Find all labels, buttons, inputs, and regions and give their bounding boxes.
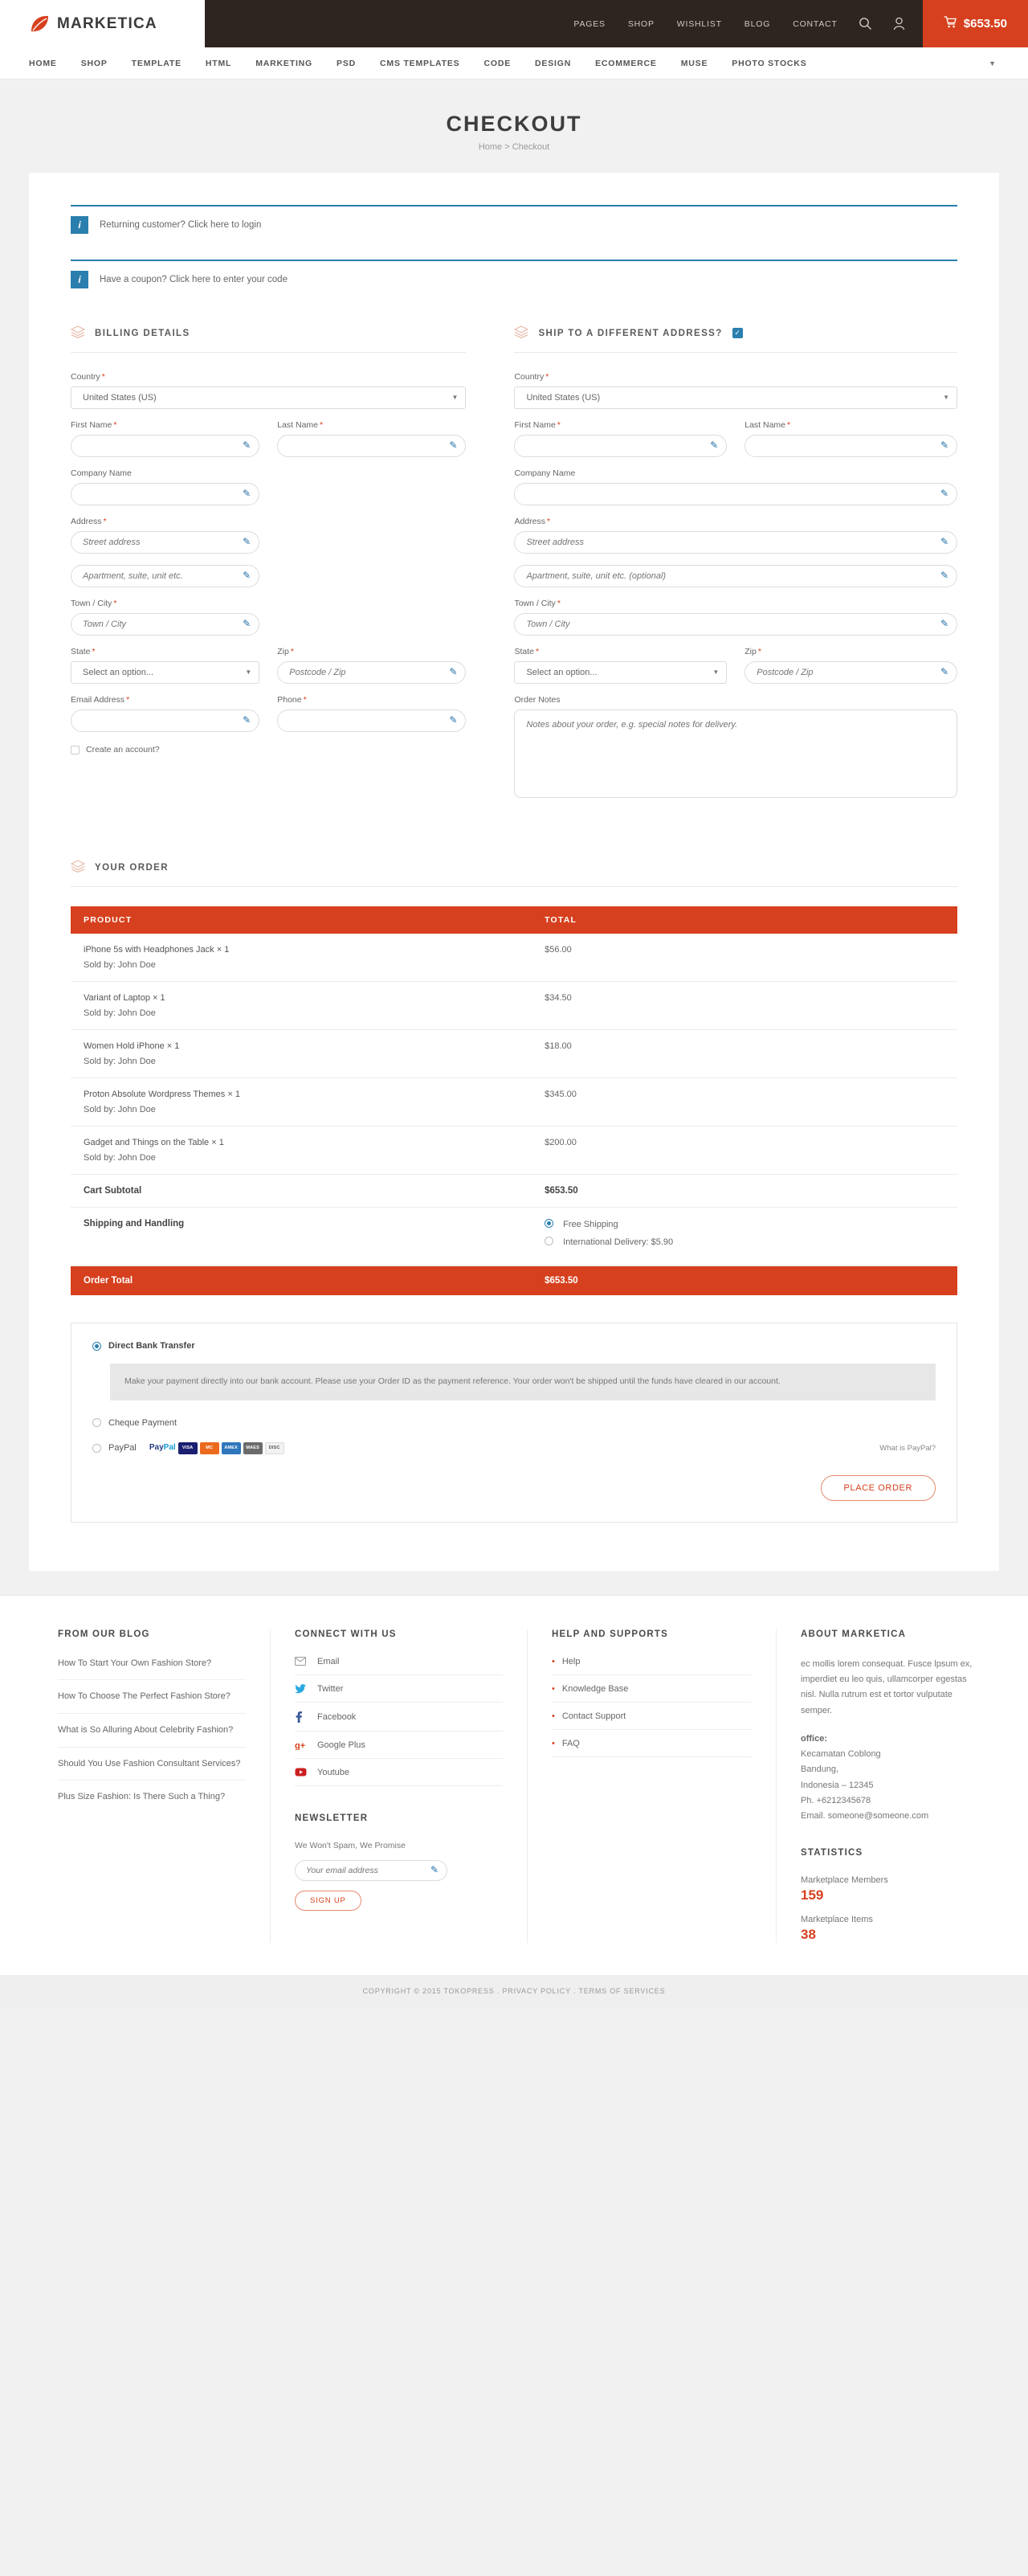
coupon-notice[interactable] (71, 260, 957, 298)
chevron-down-icon: ▼ (245, 669, 252, 676)
chevron-down-icon: ▼ (451, 394, 459, 401)
shipping-address-label: Address * (514, 517, 551, 526)
newsletter-subtitle: We Won't Spam, We Promise (295, 1840, 406, 1850)
login-notice[interactable] (71, 205, 957, 243)
pencil-icon: ✎ (940, 618, 948, 629)
pencil-icon: ✎ (710, 440, 719, 451)
newsletter-signup-button[interactable]: SIGN UP (295, 1891, 361, 1911)
pencil-icon: ✎ (243, 440, 251, 451)
pencil-icon: ✎ (940, 488, 948, 499)
billing-state-select[interactable] (71, 661, 259, 684)
copyright: COPYRIGHT © 2015 TOKOPRESS . PRIVACY POLICY . TERMS OF SERVICES (0, 1975, 1028, 2007)
top-link-blog[interactable]: BLOG (744, 18, 771, 29)
list-item[interactable] (295, 1711, 503, 1732)
product-total: $200.00 (532, 1126, 957, 1175)
cart-icon (944, 16, 957, 31)
info-icon: i (71, 216, 88, 234)
top-nav (205, 0, 923, 47)
payment-paypal-label: PayPal (108, 1443, 137, 1454)
shipping-town-input[interactable] (514, 613, 957, 636)
billing-phone-label: Phone * (277, 695, 307, 705)
top-link-pages[interactable]: PAGES (573, 18, 606, 29)
order-total-row (71, 1266, 957, 1296)
product-total: $56.00 (532, 934, 957, 982)
chevron-down-icon: ▼ (712, 669, 720, 676)
payment-bank-transfer-label: Direct Bank Transfer (108, 1341, 195, 1351)
help-label: FAQ (561, 1738, 580, 1748)
footer-about (776, 1629, 999, 1944)
pencil-icon: ✎ (449, 714, 458, 726)
help-label: Contact Support (561, 1711, 626, 1721)
pencil-icon: ✎ (243, 618, 251, 629)
order-section (71, 860, 957, 1523)
place-order-button[interactable]: PLACE ORDER (821, 1475, 936, 1501)
social-label: Facebook (317, 1711, 357, 1722)
shipping-zip-label: Zip * (744, 647, 761, 656)
shipping-label: Shipping and Handling (71, 1208, 532, 1266)
chevron-down-icon[interactable]: ▼ (989, 59, 996, 67)
billing-state-label: State * (71, 647, 96, 656)
address-columns (71, 325, 957, 812)
bullet-icon: • (552, 1683, 555, 1694)
envelope-icon (295, 1657, 308, 1666)
bullet-icon: • (552, 1738, 555, 1748)
create-account-checkbox[interactable] (71, 746, 80, 754)
paypal-logo-icon: PayPal (149, 1443, 176, 1453)
product-seller: Sold by: John Doe (84, 1057, 156, 1066)
amex-icon: AMEX (222, 1442, 241, 1454)
footer (0, 1595, 1028, 1976)
billing-email-label: Email Address * (71, 695, 130, 705)
bullet-icon: • (552, 1656, 555, 1666)
stat-label-members: Marketplace Members (801, 1875, 888, 1886)
payment-cheque[interactable] (92, 1418, 936, 1428)
nav-muse[interactable]: MUSE (680, 58, 708, 68)
social-label: Twitter (317, 1683, 344, 1694)
login-notice-text: Returning customer? Click here to login (100, 220, 262, 230)
list-item[interactable] (295, 1768, 503, 1786)
radio-paypal[interactable] (92, 1444, 101, 1453)
order-table-header (71, 906, 957, 934)
table-row (71, 1030, 957, 1078)
radio-direct-bank-transfer[interactable] (92, 1342, 101, 1351)
maestro-icon: MAES (243, 1442, 263, 1454)
billing-email-input[interactable] (71, 709, 259, 732)
google-plus-icon (295, 1740, 308, 1750)
product-name: Women Hold iPhone × 1 (84, 1041, 180, 1051)
shipping-state-label: State * (514, 647, 540, 656)
product-total: $345.00 (532, 1078, 957, 1126)
billing-last-name-input[interactable] (277, 435, 466, 457)
subtotal-label: Cart Subtotal (71, 1175, 532, 1208)
help-label: Knowledge Base (561, 1683, 629, 1694)
shipping-first-name-label: First Name * (514, 420, 561, 430)
list-item[interactable] (552, 1657, 752, 1675)
table-row (71, 1078, 957, 1126)
product-seller: Sold by: John Doe (84, 1008, 156, 1018)
breadcrumb: Home > Checkout (478, 142, 550, 152)
search-icon[interactable] (854, 12, 878, 36)
product-name: iPhone 5s with Headphones Jack × 1 (84, 945, 230, 955)
product-total: $18.00 (532, 1030, 957, 1078)
subtotal-row (71, 1175, 957, 1208)
svg-text:g+: g+ (295, 1740, 306, 1750)
page-header (0, 80, 1028, 173)
pencil-icon: ✎ (940, 570, 948, 581)
shipping-heading (514, 325, 957, 353)
list-item[interactable]: How To Choose The Perfect Fashion Store? (58, 1690, 246, 1714)
office-line-1: Kecamatan Coblong (801, 1749, 881, 1760)
subtotal-value: $653.50 (532, 1175, 957, 1208)
billing-country-select[interactable] (71, 386, 466, 409)
brand-name: MARKETICA (57, 14, 157, 32)
list-item[interactable]: How To Start Your Own Fashion Store? (58, 1657, 246, 1681)
pencil-icon: ✎ (430, 1863, 439, 1875)
pencil-icon: ✎ (243, 570, 251, 581)
discover-icon: DISC (265, 1442, 284, 1454)
shipping-option-free-label: Free Shipping (563, 1220, 618, 1229)
list-item[interactable]: Should You Use Fashion Consultant Services? (58, 1757, 246, 1781)
nav-ecommerce[interactable]: ECOMMERCE (595, 58, 657, 68)
what-is-paypal-link[interactable]: What is PayPal? (879, 1443, 936, 1453)
bullet-icon: • (552, 1711, 555, 1721)
shipping-first-name-input[interactable] (514, 435, 727, 457)
stat-value-members: 159 (801, 1887, 824, 1903)
order-total-label: Order Total (71, 1266, 532, 1296)
nav-psd[interactable]: PSD (337, 58, 357, 68)
social-label: Email (317, 1656, 340, 1666)
footer-connect (270, 1629, 527, 1944)
product-total: $34.50 (532, 982, 957, 1030)
create-account-label: Create an account? (86, 745, 160, 754)
payment-bank-transfer[interactable] (92, 1341, 936, 1351)
top-link-shop[interactable]: SHOP (627, 18, 655, 29)
shipping-zip-input[interactable] (744, 661, 957, 684)
shipping-heading-text: SHIP TO A DIFFERENT ADDRESS? (538, 328, 723, 338)
stack-icon (71, 325, 85, 341)
main-nav (0, 47, 1028, 80)
billing-company-input[interactable] (71, 483, 259, 505)
shipping-address1-input[interactable] (514, 531, 957, 554)
statistics-title: STATISTICS (801, 1848, 863, 1858)
list-item[interactable] (552, 1711, 752, 1730)
billing-address2-input[interactable] (71, 565, 259, 587)
table-row (71, 1126, 957, 1175)
order-table (71, 906, 957, 1295)
nav-html[interactable]: HTML (205, 58, 232, 68)
office-line-5: Email. someone@someone.com (801, 1811, 929, 1822)
pencil-icon: ✎ (940, 440, 949, 451)
shipping-last-name-label: Last Name * (744, 420, 791, 430)
mastercard-icon: MC (200, 1442, 219, 1454)
office-line-2: Bandung, (801, 1764, 839, 1775)
shipping-company-input[interactable] (514, 483, 957, 505)
pencil-icon: ✎ (243, 536, 251, 547)
order-heading-text: YOUR ORDER (95, 862, 169, 873)
nav-marketing[interactable]: MARKETING (255, 58, 313, 68)
billing-address1-input[interactable] (71, 531, 259, 554)
footer-blog (29, 1629, 270, 1944)
user-icon[interactable] (887, 12, 912, 36)
nav-code[interactable]: CODE (483, 58, 512, 68)
order-total-value: $653.50 (532, 1266, 957, 1296)
list-item[interactable] (552, 1684, 752, 1703)
twitter-icon (295, 1684, 308, 1694)
payment-cheque-label: Cheque Payment (108, 1417, 177, 1428)
chevron-down-icon: ▼ (943, 394, 949, 401)
social-label: Youtube (317, 1767, 349, 1777)
cart-button[interactable] (923, 0, 1028, 47)
billing-heading-text: BILLING DETAILS (95, 328, 190, 338)
newsletter-email-input[interactable] (295, 1860, 447, 1881)
nav-cms-templates[interactable]: CMS TEMPLATES (380, 58, 460, 68)
billing-phone-input[interactable] (277, 709, 466, 732)
shipping-country-select[interactable] (514, 386, 957, 409)
youtube-icon (295, 1768, 308, 1777)
pencil-icon: ✎ (449, 440, 458, 451)
pencil-icon: ✎ (940, 536, 948, 547)
top-bar (0, 0, 1028, 47)
newsletter-input-wrap (295, 1860, 447, 1881)
billing-last-name-label: Last Name * (277, 420, 324, 430)
nav-photo-stocks[interactable]: PHOTO STOCKS (732, 58, 807, 68)
shipping-option-international[interactable] (545, 1237, 944, 1247)
product-seller: Sold by: John Doe (84, 960, 156, 970)
pencil-icon: ✎ (243, 714, 251, 726)
help-label: Help (561, 1656, 581, 1666)
order-notes-textarea[interactable] (514, 709, 957, 798)
shipping-address2-input[interactable] (514, 565, 957, 587)
payment-bank-description: Make your payment directly into our bank account. Please use your Order ID as the payment reference. Your order won't be shipped until the funds have cleared in our account. (110, 1364, 936, 1400)
radio-free-shipping[interactable] (545, 1219, 553, 1228)
product-seller: Sold by: John Doe (84, 1105, 156, 1114)
order-heading (71, 860, 957, 887)
list-item[interactable] (295, 1740, 503, 1759)
order-notes-label: Order Notes (514, 695, 561, 705)
product-seller: Sold by: John Doe (84, 1153, 156, 1163)
col-total: TOTAL (532, 906, 957, 934)
payment-paypal[interactable] (92, 1442, 936, 1454)
footer-about-title: ABOUT MARKETICA (801, 1629, 907, 1639)
create-account-row[interactable] (71, 745, 466, 754)
footer-help (527, 1629, 776, 1944)
newsletter-title: NEWSLETTER (295, 1813, 369, 1823)
billing-heading (71, 325, 466, 353)
footer-blog-title: FROM OUR BLOG (58, 1629, 150, 1639)
billing-first-name-input[interactable] (71, 435, 259, 457)
billing-zip-input[interactable] (277, 661, 466, 684)
product-name: Gadget and Things on the Table × 1 (84, 1138, 224, 1147)
shipping-company-label: Company Name (514, 468, 576, 478)
facebook-icon (295, 1711, 308, 1723)
ship-different-address-checkbox[interactable]: ✓ (732, 328, 743, 338)
product-name: Proton Absolute Wordpress Themes × 1 (84, 1090, 240, 1099)
product-name: Variant of Laptop × 1 (84, 993, 165, 1003)
shipping-row (71, 1208, 957, 1266)
visa-icon: VISA (178, 1442, 198, 1454)
shipping-state-select[interactable] (514, 661, 727, 684)
shipping-option-free[interactable] (545, 1219, 944, 1229)
nav-home[interactable]: HOME (29, 58, 57, 68)
stat-label-items: Marketplace Items (801, 1915, 873, 1925)
list-item[interactable]: Plus Size Fashion: Is There Such a Thing? (58, 1792, 226, 1802)
billing-town-label: Town / City * (71, 599, 117, 608)
shipping-country-label: Country * (514, 372, 549, 382)
checkout-card (29, 173, 999, 1571)
cart-total: $653.50 (963, 17, 1007, 31)
shipping-last-name-input[interactable] (744, 435, 957, 457)
office-label: office: (801, 1733, 827, 1744)
nav-design[interactable]: DESIGN (535, 58, 572, 68)
office-line-4: Ph. +6212345678 (801, 1795, 871, 1805)
pencil-icon: ✎ (243, 488, 251, 499)
payment-methods (71, 1323, 957, 1523)
social-label: Google Plus (317, 1740, 365, 1750)
place-order-row (92, 1475, 936, 1501)
stat-value-items: 38 (801, 1927, 816, 1943)
shipping-column (514, 325, 957, 812)
table-row (71, 982, 957, 1030)
billing-country-label: Country * (71, 372, 105, 382)
footer-connect-title: CONNECT WITH US (295, 1629, 397, 1639)
shipping-option-international-label: International Delivery: $5.90 (563, 1237, 674, 1247)
nav-shop[interactable]: SHOP (80, 58, 108, 68)
billing-first-name-label: First Name * (71, 420, 117, 430)
coupon-notice-text: Have a coupon? Click here to enter your code (100, 275, 288, 284)
list-item[interactable] (552, 1739, 752, 1757)
stack-icon (514, 325, 528, 341)
shipping-town-label: Town / City * (514, 599, 561, 608)
pencil-icon: ✎ (940, 666, 949, 677)
stack-icon (71, 860, 85, 875)
footer-help-title: HELP AND SUPPORTS (552, 1629, 669, 1639)
list-item[interactable]: What is So Alluring About Celebrity Fashion? (58, 1723, 246, 1748)
billing-column (71, 325, 514, 812)
info-icon: i (71, 271, 88, 288)
billing-town-input[interactable] (71, 613, 259, 636)
card-logos (149, 1442, 284, 1454)
nav-template[interactable]: TEMPLATE (131, 58, 182, 68)
top-link-wishlist[interactable]: WISHLIST (676, 18, 722, 29)
table-row (71, 934, 957, 982)
radio-cheque-payment[interactable] (92, 1418, 101, 1427)
billing-company-label: Company Name (71, 468, 132, 478)
list-item[interactable] (295, 1684, 503, 1703)
radio-international-delivery[interactable] (545, 1237, 553, 1245)
office-line-3: Indonesia – 12345 (801, 1780, 874, 1790)
leaf-logo-icon (29, 14, 50, 35)
list-item[interactable] (295, 1657, 503, 1675)
top-link-contact[interactable]: CONTACT (793, 18, 838, 29)
logo[interactable] (0, 0, 205, 47)
billing-zip-label: Zip * (277, 647, 294, 656)
pencil-icon: ✎ (449, 666, 458, 677)
page-title: CHECKOUT (446, 112, 582, 136)
billing-address-label: Address * (71, 517, 107, 526)
col-product: PRODUCT (71, 906, 532, 934)
about-text: ec mollis lorem consequat. Fusce lpsum ex, imperdiet eu leo quis, ullamcorper egestas nisl. Nulla rutrum est et tortor vulputate semper. (801, 1658, 973, 1715)
